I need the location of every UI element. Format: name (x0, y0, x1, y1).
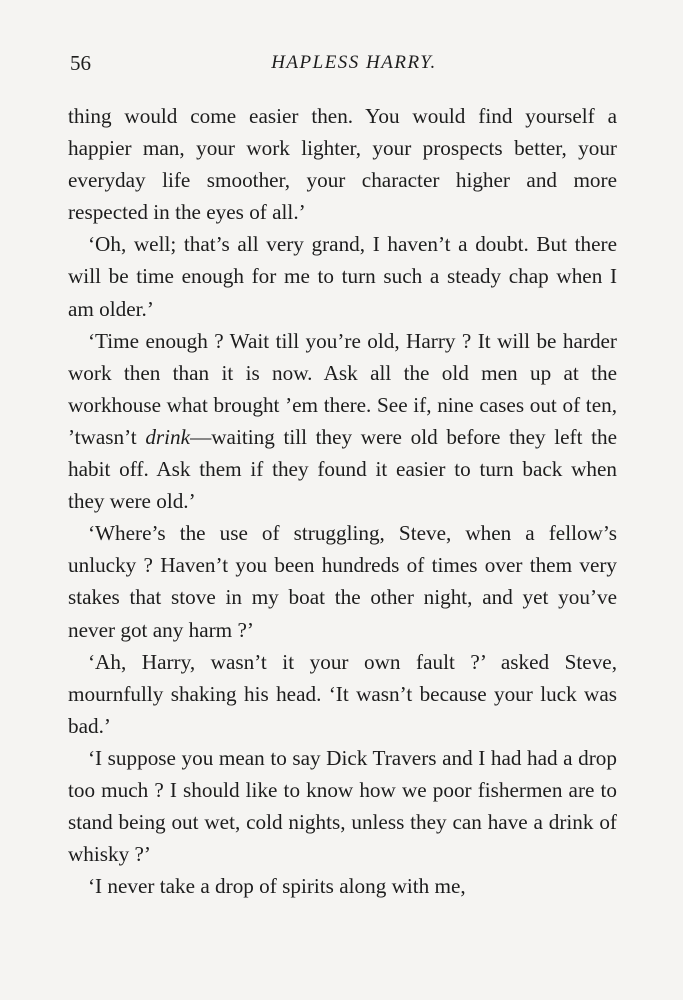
emphasis-word: drink (145, 424, 191, 449)
paragraph: ‘Where’s the use of struggling, Steve, when a fellow’s unlucky ? Haven’t you been hundreds of times over them very stakes that stove in my boat the other night, and yet you’ve never got any harm ?’ (68, 521, 617, 642)
body-text (68, 100, 617, 902)
running-title: HAPLESS HARRY. (271, 52, 437, 73)
paragraph: ‘Oh, well; that’s all very grand, I haven’t a doubt. But there will be time enough for me to turn such a steady chap when I am older.’ (68, 232, 617, 321)
page-header (70, 48, 618, 78)
paragraph-text: —waiting till they were old before they left the habit off. Ask them if they found it easier to turn back when they were old.’ (68, 424, 617, 514)
paragraph (68, 325, 617, 518)
paragraph: ‘I suppose you mean to say Dick Travers and I had had a drop too much ? I should like to know how we poor fishermen are to stand being out wet, cold nights, unless they can have a drink of whisky ?’ (68, 745, 617, 867)
page-number: 56 (70, 51, 91, 75)
paragraph: ‘Ah, Harry, wasn’t it your own fault ?’ asked Steve, mournfully shaking his head. ‘It wasn’t because your luck was bad.’ (68, 649, 617, 738)
paragraph: thing would come easier then. You would find yourself a happier man, your work lighter, your prospects better, your everyday life smoother, your character higher and more respected in the eyes of all.’ (68, 104, 617, 225)
paragraph-text: ‘Time enough ? Wait till you’re old, Harry ? It will be harder work then than it is now. Ask all the old men up at the workhouse what brought ’em there. See if, nine cases out of ten, ’twasn’t (68, 328, 617, 449)
paragraph: ‘I never take a drop of spirits along with me, (88, 874, 466, 899)
